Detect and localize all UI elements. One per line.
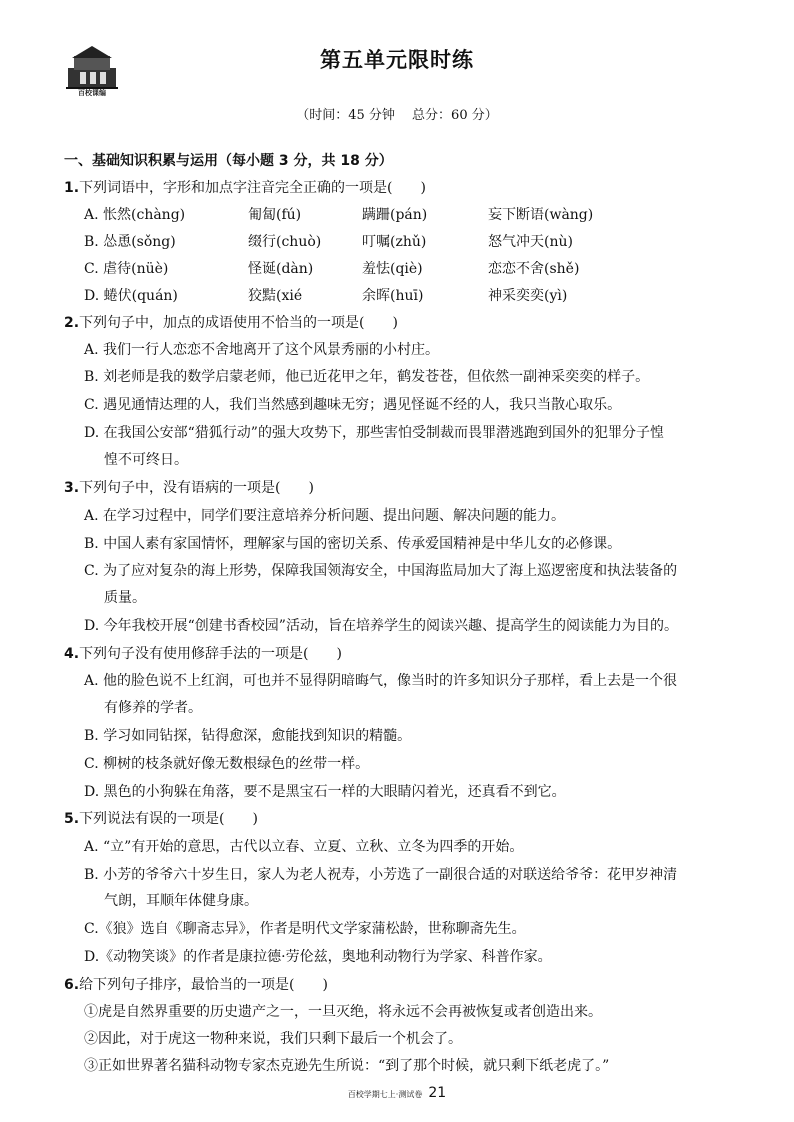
q4-option-c: C. 柳树的枝条就好像无数根绿色的丝带一样。 (84, 756, 370, 772)
q1-d-3: 余晖(huī) (362, 288, 424, 304)
question-number: 5. (64, 811, 80, 827)
q5-option-a: A. “立”有开始的意思，古代以立春、立夏、立秋、立冬为四季的开始。 (84, 839, 524, 855)
q3-option-a: A. 在学习过程中，同学们要注意培养分析问题、提出问题、解决问题的能力。 (84, 508, 566, 524)
q6-sentence-1: ①虎是自然界重要的历史遗产之一，一旦灭绝，将永远不会再被恢复或者创造出来。 (84, 1004, 602, 1020)
question-number: 6. (64, 977, 80, 993)
q1-b-1: B. 怂恿(sǒng) (84, 234, 176, 250)
q1-a-1: A. 怅然(chàng) (84, 207, 186, 223)
q3-option-d: D. 今年我校开展“创建书香校园”活动，旨在培养学生的阅读兴趣、提高学生的阅读能力为目的。 (84, 618, 678, 634)
q1-d-2: 狡黠(xié (248, 288, 303, 304)
question-stem: 下列说法有误的一项是( ) (79, 811, 258, 827)
q4-option-a-cont: 有修养的学者。 (104, 700, 202, 716)
q1-a-2: 匍匐(fú) (248, 207, 302, 223)
q5-option-c: C.《狼》选自《聊斋志异》，作者是明代文学家蒲松龄，世称聊斋先生。 (84, 921, 526, 937)
question-number: 4. (64, 646, 80, 662)
q3-option-b: B. 中国人素有家国情怀，理解家与国的密切关系、传承爱国精神是中华儿女的必修课。 (84, 536, 622, 552)
q5-option-b: B. 小芳的爷爷六十岁生日，家人为老人祝寿，小芳选了一副很合适的对联送给爷爷：花甲岁神清 (84, 867, 678, 883)
question-stem: 给下列句子排序，最恰当的一项是( ) (79, 977, 328, 993)
q5-option-b-cont: 气朗，耳顺年体健身康。 (104, 893, 258, 909)
question-number: 1. (64, 180, 80, 196)
q1-b-2: 缀行(chuò) (248, 234, 322, 250)
q4-option-d: D. 黑色的小狗躲在角落，要不是黑宝石一样的大眼睛闪着光，还真看不到它。 (84, 784, 566, 800)
q3-option-c: C. 为了应对复杂的海上形势，保障我国领海安全，中国海监局加大了海上巡逻密度和执法装备的 (84, 563, 678, 579)
q1-c-3: 羞怯(qiè) (362, 261, 423, 277)
q4-option-a: A. 他的脸色说不上红润，可也并不显得阴暗晦气，像当时的许多知识分子那样，看上去是一个很 (84, 673, 678, 689)
footer-label: 百校学期七上·测试卷 (347, 1090, 423, 1099)
question-number: 3. (64, 480, 80, 496)
exam-info: （时间：45 分钟 总分：60 分） (296, 108, 498, 123)
section-heading: 一、基础知识积累与运用（每小题 3 分，共 18 分） (64, 153, 393, 169)
question-6 (64, 976, 328, 994)
q2-option-d-cont: 惶不可终日。 (104, 452, 188, 468)
page-title: 第五单元限时练 (320, 48, 474, 72)
question-stem: 下列句子中，没有语病的一项是( ) (79, 480, 314, 496)
q4-option-b: B. 学习如同钻探，钻得愈深，愈能找到知识的精髓。 (84, 728, 412, 744)
q6-sentence-3: ③正如世界著名猫科动物专家杰克逊先生所说：“到了那个时候，就只剩下纸老虎了。” (84, 1058, 610, 1074)
question-2 (64, 314, 398, 332)
q6-sentence-2: ②因此，对于虎这一物种来说，我们只剩下最后一个机会了。 (84, 1031, 462, 1047)
q1-b-3: 叮嘱(zhǔ) (362, 234, 427, 250)
q1-a-3: 蹒跚(pán) (362, 207, 428, 223)
question-stem: 下列词语中，字形和加点字注音完全正确的一项是( ) (79, 180, 426, 196)
q5-option-d: D.《动物笑谈》的作者是康拉德·劳伦兹，奥地利动物行为学家、科普作家。 (84, 949, 552, 965)
q2-option-c: C. 遇见通情达理的人，我们当然感到趣味无穷；遇见怪诞不经的人，我只当散心取乐。 (84, 397, 622, 413)
page-footer (0, 1085, 794, 1101)
q2-option-a: A. 我们一行人恋恋不舍地离开了这个风景秀丽的小村庄。 (84, 342, 440, 358)
q1-d-4: 神采奕奕(yì) (488, 288, 568, 304)
logo-text: 百校课编 (78, 89, 106, 97)
q3-option-c-cont: 质量。 (104, 590, 146, 606)
question-stem: 下列句子中，加点的成语使用不恰当的一项是( ) (79, 315, 398, 331)
question-4 (64, 645, 342, 663)
q2-option-d: D. 在我国公安部“猎狐行动”的强大攻势下，那些害怕受制裁而畏罪潜逃跑到国外的犯罪分子惶 (84, 425, 664, 441)
question-1 (64, 179, 426, 197)
q1-d-1: D. 蜷伏(quán) (84, 288, 178, 304)
question-3 (64, 479, 314, 497)
q1-b-4: 怒气冲天(nù) (488, 234, 573, 250)
q1-c-2: 怪诞(dàn) (248, 261, 314, 277)
q1-c-1: C. 虐待(nüè) (84, 261, 169, 277)
q1-a-4: 妄下断语(wàng) (488, 207, 594, 223)
page-number: 21 (428, 1085, 447, 1101)
question-stem: 下列句子没有使用修辞手法的一项是( ) (79, 646, 342, 662)
question-number: 2. (64, 315, 80, 331)
q1-c-4: 恋恋不舍(shě) (488, 261, 580, 277)
q2-option-b: B. 刘老师是我的数学启蒙老师，他已近花甲之年，鹤发苍苍，但依然一副神采奕奕的样子。 (84, 369, 650, 385)
question-5 (64, 810, 258, 828)
